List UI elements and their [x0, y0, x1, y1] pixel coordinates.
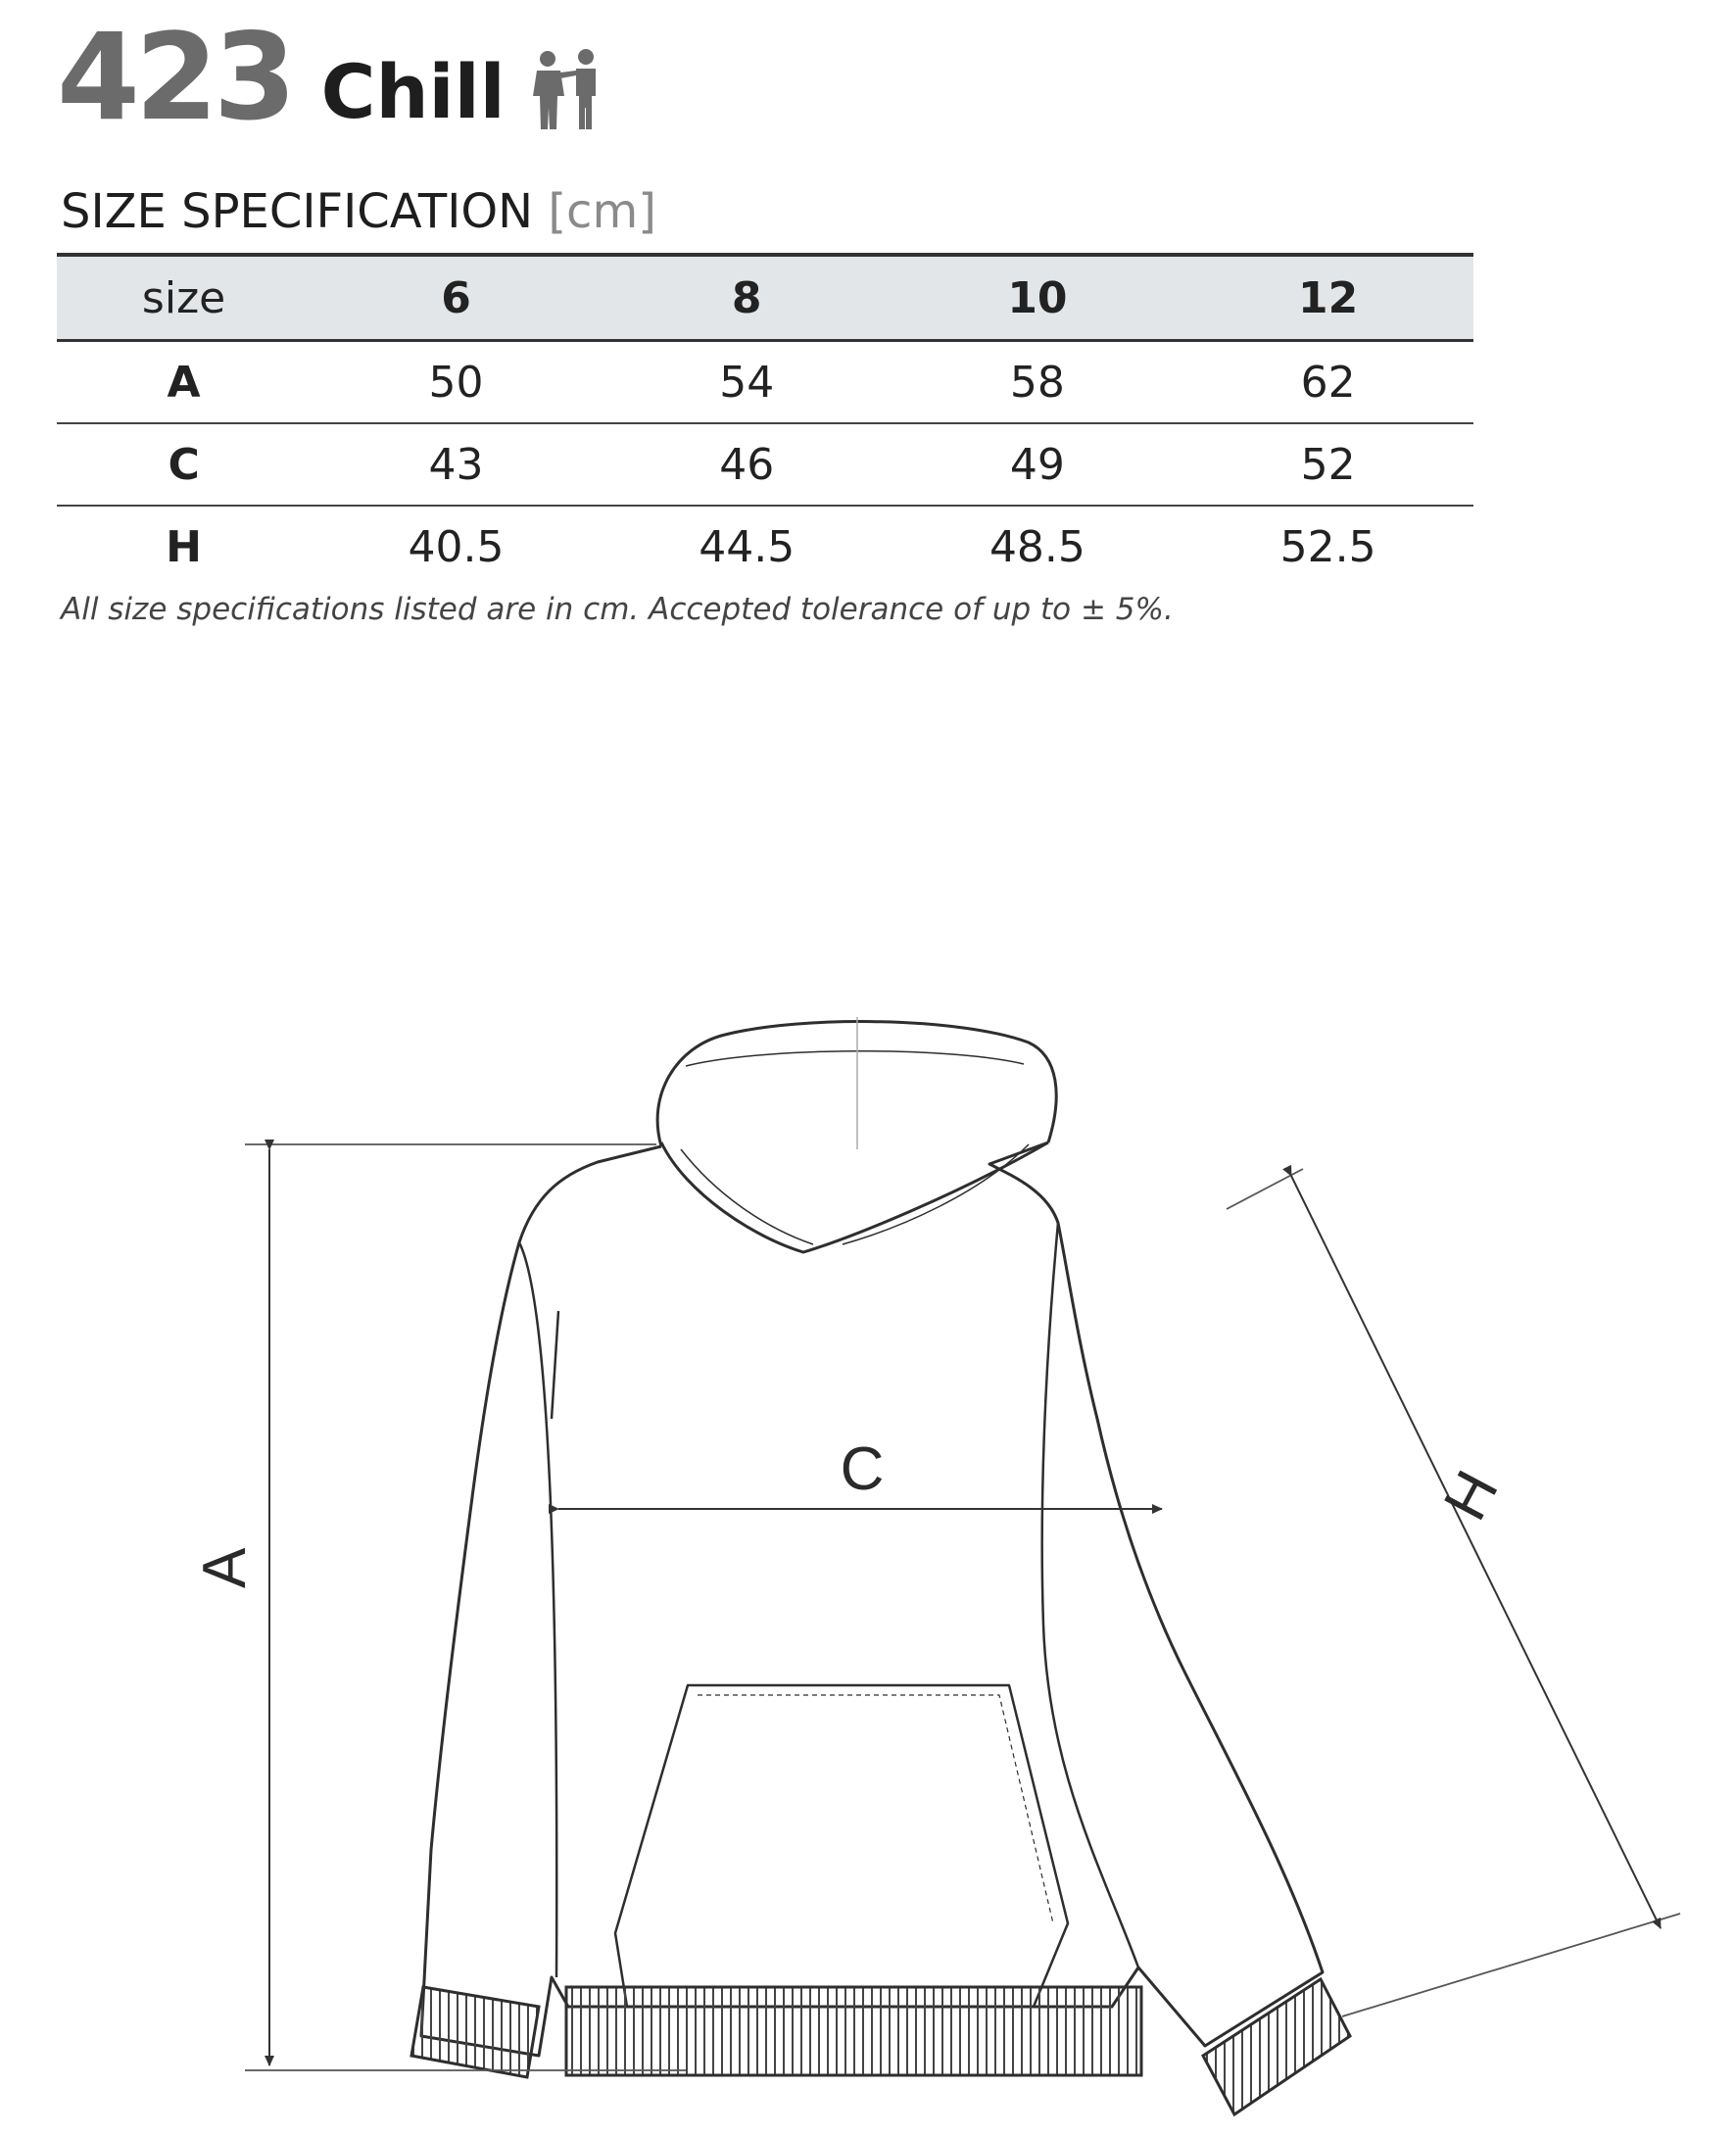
table-row [57, 506, 1473, 587]
table-cell: 52.5 [1279, 521, 1376, 572]
table-cell: 58 [892, 341, 1183, 424]
hem-rib [566, 1987, 1141, 2075]
left-cuff-rib [411, 1987, 539, 2077]
measure-h-label: H [1430, 1460, 1512, 1531]
measure-h-line [1291, 1176, 1661, 1928]
measure-a-label: A [191, 1547, 259, 1588]
spec-title-text: SIZE SPECIFICATION [61, 184, 534, 239]
table-cell: 62 [1182, 341, 1473, 424]
hoodie-measurement-diagram [191, 988, 1705, 2114]
table-row [57, 423, 1473, 506]
table-cell: 40.5 [408, 521, 505, 572]
row-label: H [166, 521, 202, 572]
column-header: 12 [1182, 255, 1473, 341]
product-code: 423 [57, 8, 292, 147]
product-header [57, 8, 605, 147]
kids-icon [531, 49, 605, 131]
tolerance-note: All size specifications listed are in cm. Accepted tolerance of up to ± 5%. [61, 592, 1174, 627]
table-cell: 44.5 [699, 521, 796, 572]
row-label: A [57, 341, 311, 424]
table-cell: 52 [1182, 423, 1473, 506]
size-table [57, 253, 1473, 587]
spec-unit: [cm] [548, 184, 656, 239]
spec-title [61, 184, 656, 239]
row-label: C [57, 423, 311, 506]
product-name: Chill [320, 48, 506, 135]
table-cell: 54 [602, 341, 892, 424]
column-header: 8 [602, 255, 892, 341]
table-cell: 48.5 [989, 521, 1085, 572]
table-cell: 43 [311, 423, 602, 506]
table-cell: 50 [311, 341, 602, 424]
kangaroo-pocket [615, 1685, 1068, 2007]
table-cell: 49 [892, 423, 1183, 506]
column-header: size [57, 255, 311, 341]
table-row [57, 341, 1473, 424]
table-cell: 46 [602, 423, 892, 506]
column-header: 10 [892, 255, 1183, 341]
column-header: 6 [311, 255, 602, 341]
table-header-row [57, 255, 1473, 341]
measure-c-label: C [840, 1435, 885, 1503]
